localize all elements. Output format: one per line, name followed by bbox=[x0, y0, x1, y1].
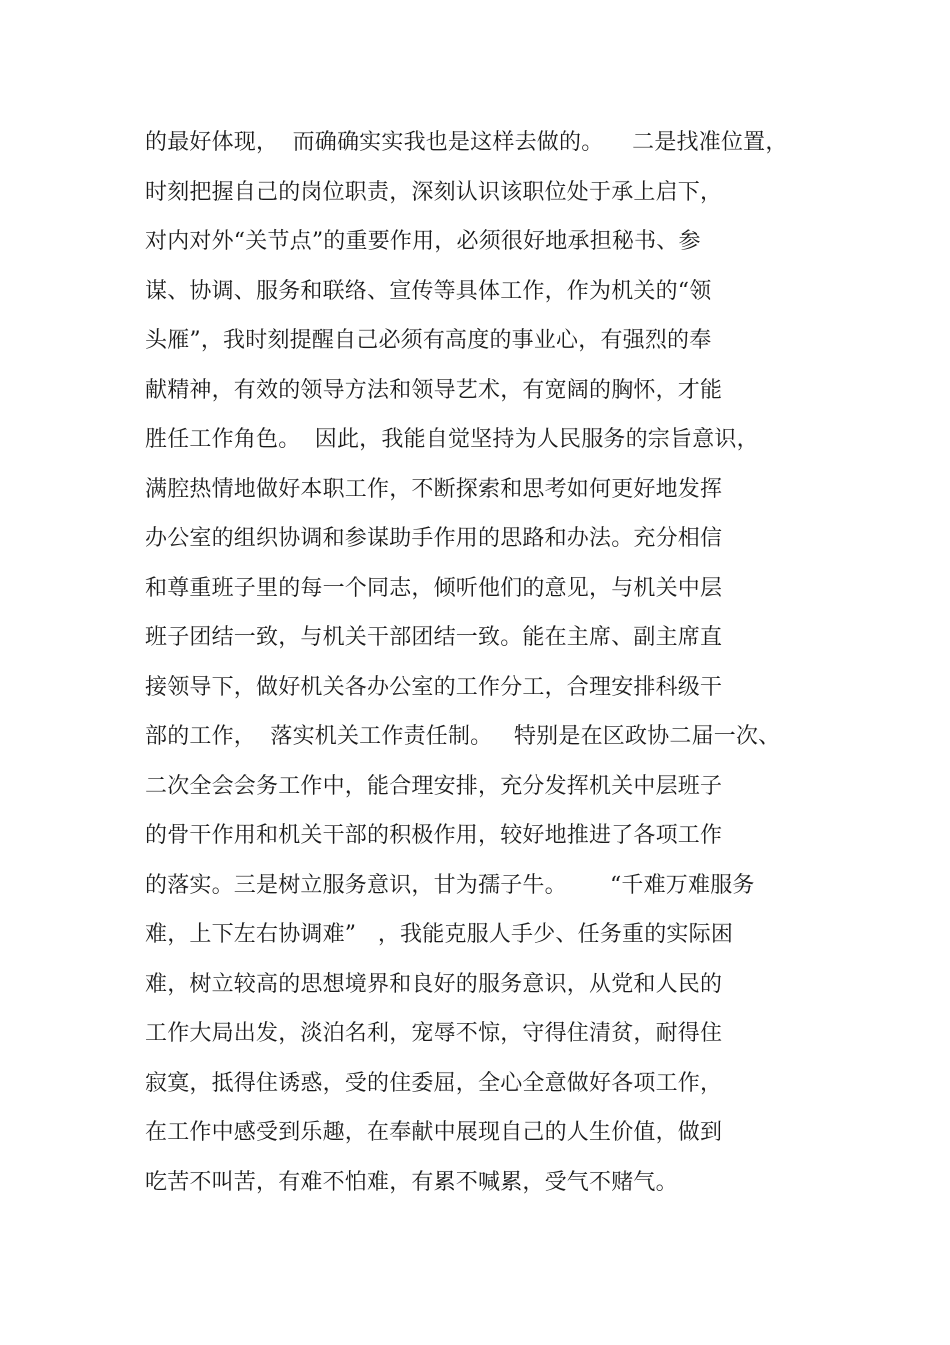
text-line: 部的工作， 落实机关工作责任制。 特别是在区政协二届一次、 bbox=[145, 724, 781, 749]
text-line: 对内对外“关节点”的重要作用，必须很好地承担秘书、参 bbox=[145, 229, 701, 254]
text-line: 办公室的组织协调和参谋助手作用的思路和办法。充分相信 bbox=[145, 526, 723, 551]
text-line: 在工作中感受到乐趣，在奉献中展现自己的人生价值，做到 bbox=[145, 1120, 723, 1145]
text-line: 难，上下左右协调难” ，我能克服人手少、任务重的实际困 bbox=[145, 922, 734, 947]
text-line: 工作大局出发，淡泊名利，宠辱不惊，守得住清贫，耐得住 bbox=[145, 1021, 723, 1046]
text-line: 的落实。三是树立服务意识，甘为孺子牛。 “千难万难服务 bbox=[145, 872, 755, 898]
text-line: 和尊重班子里的每一个同志，倾听他们的意见，与机关中层 bbox=[145, 575, 723, 601]
text-line: 谋、协调、服务和联络、宣传等具体工作，作为机关的“领 bbox=[145, 278, 712, 304]
body-text bbox=[145, 118, 845, 1207]
text-line: 难，树立较高的思想境界和良好的服务意识，从党和人民的 bbox=[145, 971, 723, 997]
text-line: 班子团结一致，与机关干部团结一致。能在主席、副主席直 bbox=[145, 625, 723, 650]
text-line: 接领导下，做好机关各办公室的工作分工，合理安排科级干 bbox=[145, 674, 723, 700]
text-line: 的骨干作用和机关干部的积极作用，较好地推进了各项工作 bbox=[145, 823, 723, 848]
text-line: 满腔热情地做好本职工作，不断探索和思考如何更好地发挥 bbox=[145, 476, 723, 502]
text-line: 时刻把握自己的岗位职责，深刻认识该职位处于承上启下， bbox=[145, 179, 723, 205]
text-line: 胜任工作角色。 因此，我能自觉坚持为人民服务的宗旨意识， bbox=[145, 427, 759, 452]
text-line: 二次全会会务工作中，能合理安排，充分发挥机关中层班子 bbox=[145, 773, 723, 799]
text-line: 头雁”，我时刻提醒自己必须有高度的事业心，有强烈的奉 bbox=[145, 328, 712, 353]
text-line: 的最好体现， 而确确实实我也是这样去做的。 二是找准位置， bbox=[145, 130, 788, 155]
text-line: 吃苦不叫苦，有难不怕难，有累不喊累，受气不赌气。 bbox=[145, 1169, 678, 1195]
text-line: 献精神，有效的领导方法和领导艺术，有宽阔的胸怀，才能 bbox=[145, 377, 723, 403]
text-line: 寂寞，抵得住诱惑，受的住委屈，全心全意做好各项工作， bbox=[145, 1070, 723, 1096]
